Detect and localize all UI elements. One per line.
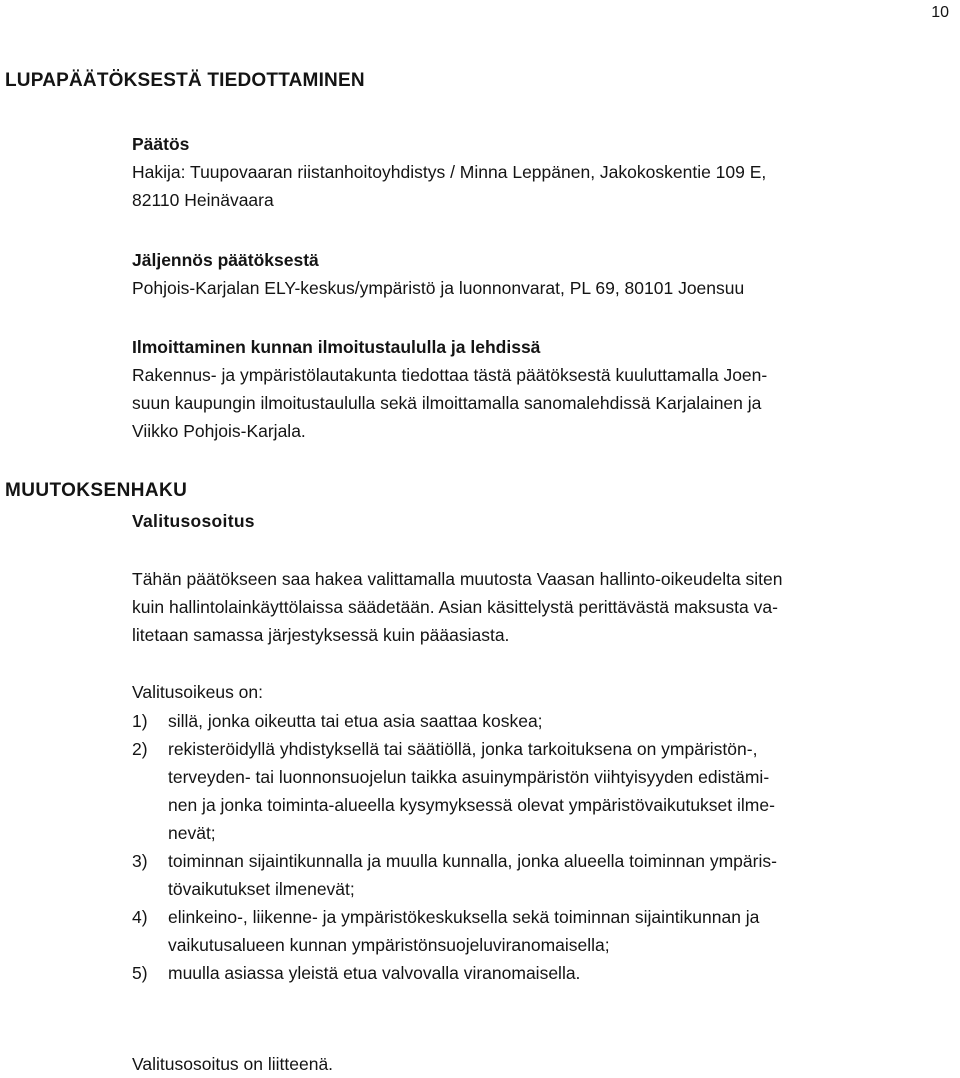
- list-item-line: sillä, jonka oikeutta tai etua asia saattaa koskea;: [168, 711, 543, 731]
- notice-heading: Ilmoittaminen kunnan ilmoitustaululla ja lehdissä: [132, 337, 541, 357]
- notice-line: Rakennus- ja ympäristölautakunta tiedottaa tästä päätöksestä kuuluttamalla Joen-: [132, 365, 768, 385]
- list-item: [132, 847, 956, 903]
- list-item-line: tövaikutukset ilmenevät;: [168, 879, 355, 899]
- decision-section: [132, 130, 956, 214]
- list-item: [132, 735, 956, 847]
- appeal-subheading-block: [132, 507, 956, 535]
- appeal-right-intro: [132, 678, 956, 706]
- list-item: [132, 959, 956, 987]
- appeal-rights-list: [132, 707, 956, 987]
- list-item-line: terveyden- tai luonnonsuojelun taikka asuinympäristön viihtyisyyden edistämi-: [168, 767, 770, 787]
- appeal-section-title: MUUTOKSENHAKU: [5, 480, 188, 501]
- list-item-text: [168, 959, 956, 987]
- list-item: [132, 903, 956, 959]
- appeal-right-intro-text: Valitusoikeus on:: [132, 682, 264, 702]
- copy-section: [132, 246, 956, 302]
- list-item-number: 2): [132, 739, 148, 759]
- copy-heading: Jäljennös päätöksestä: [132, 250, 319, 270]
- list-item: [132, 707, 956, 735]
- decision-heading: Päätös: [132, 134, 190, 154]
- list-item-text: [168, 707, 956, 735]
- list-item-text: [168, 903, 956, 959]
- page-number: 10: [931, 4, 949, 21]
- list-item-number: 3): [132, 851, 148, 871]
- list-item-line: muulla asiassa yleistä etua valvovalla viranomaisella.: [168, 963, 581, 983]
- list-item-number: 4): [132, 907, 148, 927]
- appeal-paragraph-line: litetaan samassa järjestyksessä kuin pääasiasta.: [132, 625, 510, 645]
- appeal-subheading: Valitusosoitus: [132, 511, 255, 531]
- appeal-paragraph-line: Tähän päätökseen saa hakea valittamalla muutosta Vaasan hallinto-oikeudelta siten: [132, 569, 783, 589]
- list-item-text: [168, 847, 956, 903]
- list-item-line: nen ja jonka toiminta-alueella kysymyksessä olevat ympäristövaikutukset ilme-: [168, 795, 775, 815]
- list-item-line: toiminnan sijaintikunnalla ja muulla kunnalla, jonka alueella toiminnan ympäris-: [168, 851, 777, 871]
- list-item-line: elinkeino-, liikenne- ja ympäristökeskuksella sekä toiminnan sijaintikunnan ja: [168, 907, 760, 927]
- list-item-number: 1): [132, 711, 148, 731]
- appeal-rights-list-block: [132, 707, 956, 987]
- list-item-number: 5): [132, 963, 148, 983]
- document-title: LUPAPÄÄTÖKSESTÄ TIEDOTTAMINEN: [5, 70, 365, 91]
- copy-recipient-line: Pohjois-Karjalan ELY-keskus/ympäristö ja luonnonvarat, PL 69, 80101 Joensuu: [132, 278, 745, 298]
- list-item-line: nevät;: [168, 823, 216, 843]
- notice-section: [132, 333, 956, 445]
- appeal-paragraph-line: kuin hallintolainkäyttölaissa säädetään. Asian käsittelystä perittävästä maksusta va-: [132, 597, 778, 617]
- notice-line: suun kaupungin ilmoitustaululla sekä ilmoittamalla sanomalehdissä Karjalainen ja: [132, 393, 762, 413]
- list-item-text: [168, 735, 956, 847]
- applicant-line: Hakija: Tuupovaaran riistanhoitoyhdistys / Minna Leppänen, Jakokoskentie 109 E,: [132, 162, 767, 182]
- list-item-line: vaikutusalueen kunnan ympäristönsuojeluviranomaisella;: [168, 935, 610, 955]
- list-item-line: rekisteröidyllä yhdistyksellä tai säätiöllä, jonka tarkoituksena on ympäristön-,: [168, 739, 758, 759]
- closing-text: Valitusosoitus on liitteenä.: [132, 1054, 334, 1074]
- notice-line: Viikko Pohjois-Karjala.: [132, 421, 306, 441]
- appeal-paragraph: [132, 565, 956, 649]
- applicant-postal-line: 82110 Heinävaara: [132, 190, 274, 210]
